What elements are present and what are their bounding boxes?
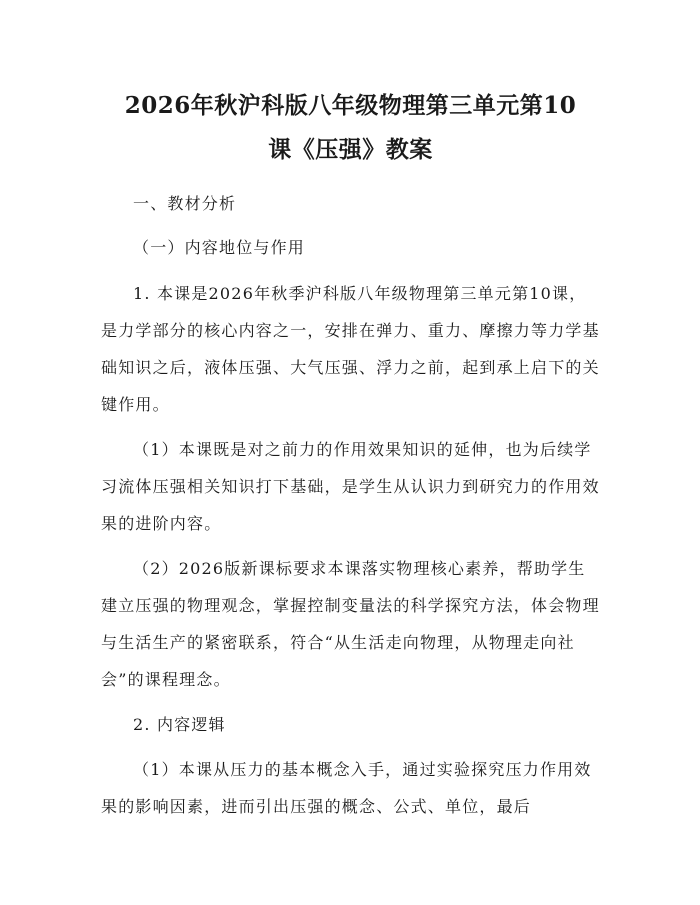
paragraph-logic-point-1: （1）本课从压力的基本概念入手，通过实验探究压力作用效果的影响因素，进而引出压强的概念、公式、单位，最后 <box>101 760 592 816</box>
paragraph-point-2: （2）2026版新课标要求本课落实物理核心素养，帮助学生建立压强的物理观念，掌握控制变量法的科学探究方法，体会物理与生活生产的紧密联系，符合“从生活走向物理，从物理走向社会”的课程理念。 <box>101 559 600 689</box>
title-line-1: 2026年秋沪科版八年级物理第三单元第10 <box>124 92 577 119</box>
paragraph-point-1: （1）本课既是对之前力的作用效果知识的延伸，也为后续学习流体压强相关知识打下基础，是学生从认识力到研究力的作用效果的进阶内容。 <box>101 440 600 533</box>
paragraph-lesson-overview: 1. 本课是2026年秋季沪科版八年级物理第三单元第10课，是力学部分的核心内容之一，安排在弹力、重力、摩擦力等力学基础知识之后，液体压强、大气压强、浮力之前，起到承上启下的关键作用。 <box>101 284 600 414</box>
subsection-heading-content-logic: 2. 内容逻辑 <box>133 715 226 734</box>
subsection-heading-content-position: （一）内容地位与作用 <box>133 238 306 257</box>
section-heading-textbook-analysis: 一、教材分析 <box>133 194 237 213</box>
document-title <box>101 0 600 172</box>
title-line-2: 课《压强》教案 <box>268 136 433 163</box>
